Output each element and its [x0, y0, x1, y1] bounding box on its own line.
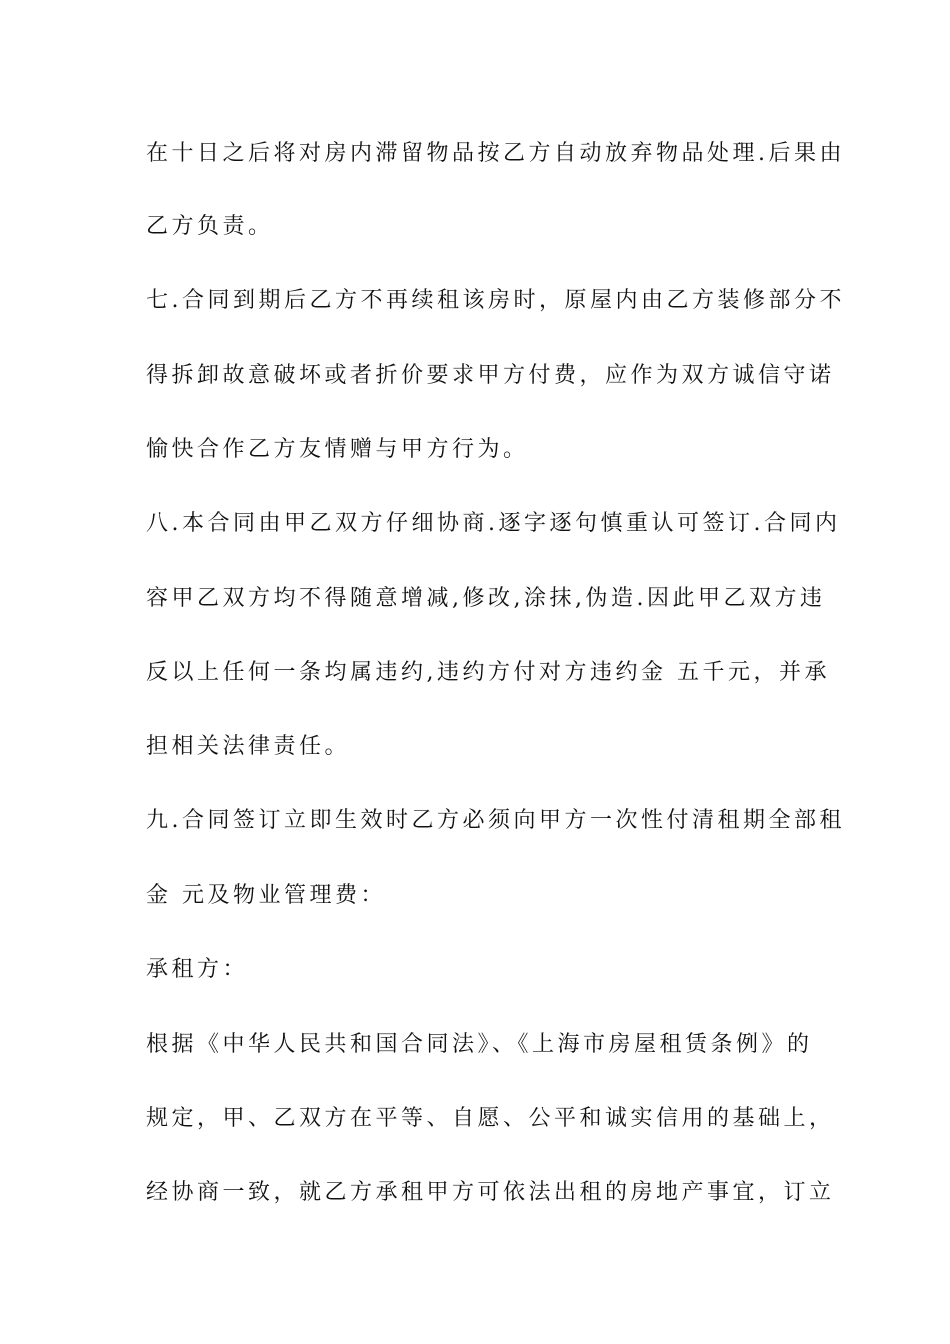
text-line: 金 元及物业管理费：: [146, 883, 386, 908]
text-line: 在十日之后将对房内滞留物品按乙方自动放弃物品处理.后果由: [146, 141, 845, 166]
clause-9-heading-line: 九.合同签订立即生效时乙方必须向甲方一次性付清租期全部租: [146, 808, 845, 833]
text-line: 根据《中华人民共和国合同法》、《上海市房屋租赁条例》的: [146, 1032, 813, 1057]
text-line: 规定，甲、乙双方在平等、自愿、公平和诚实信用的基础上，: [146, 1106, 835, 1131]
clause-8-heading-line: 八.本合同由甲乙双方仔细协商.逐字逐句慎重认可签订.合同内: [146, 511, 841, 536]
text-line: 反以上任何一条均属违约,违约方付对方违约金 五千元，并承: [146, 660, 830, 685]
lessee-label-line: 承租方：: [146, 957, 249, 982]
clause-7-heading-line: 七.合同到期后乙方不再续租该房时，原屋内由乙方装修部分不: [146, 288, 845, 313]
text-line: 愉快合作乙方友情赠与甲方行为。: [146, 437, 529, 462]
text-line: 乙方负责。: [146, 214, 274, 239]
text-line: 容甲乙双方均不得随意增减,修改,涂抹,伪造.因此甲乙双方违: [146, 586, 826, 611]
text-line: 得拆卸故意破坏或者折价要求甲方付费，应作为双方诚信守诺: [146, 363, 835, 388]
text-line: 经协商一致，就乙方承租甲方可依法出租的房地产事宜，订立: [146, 1180, 835, 1205]
text-line: 担相关法律责任。: [146, 734, 351, 759]
